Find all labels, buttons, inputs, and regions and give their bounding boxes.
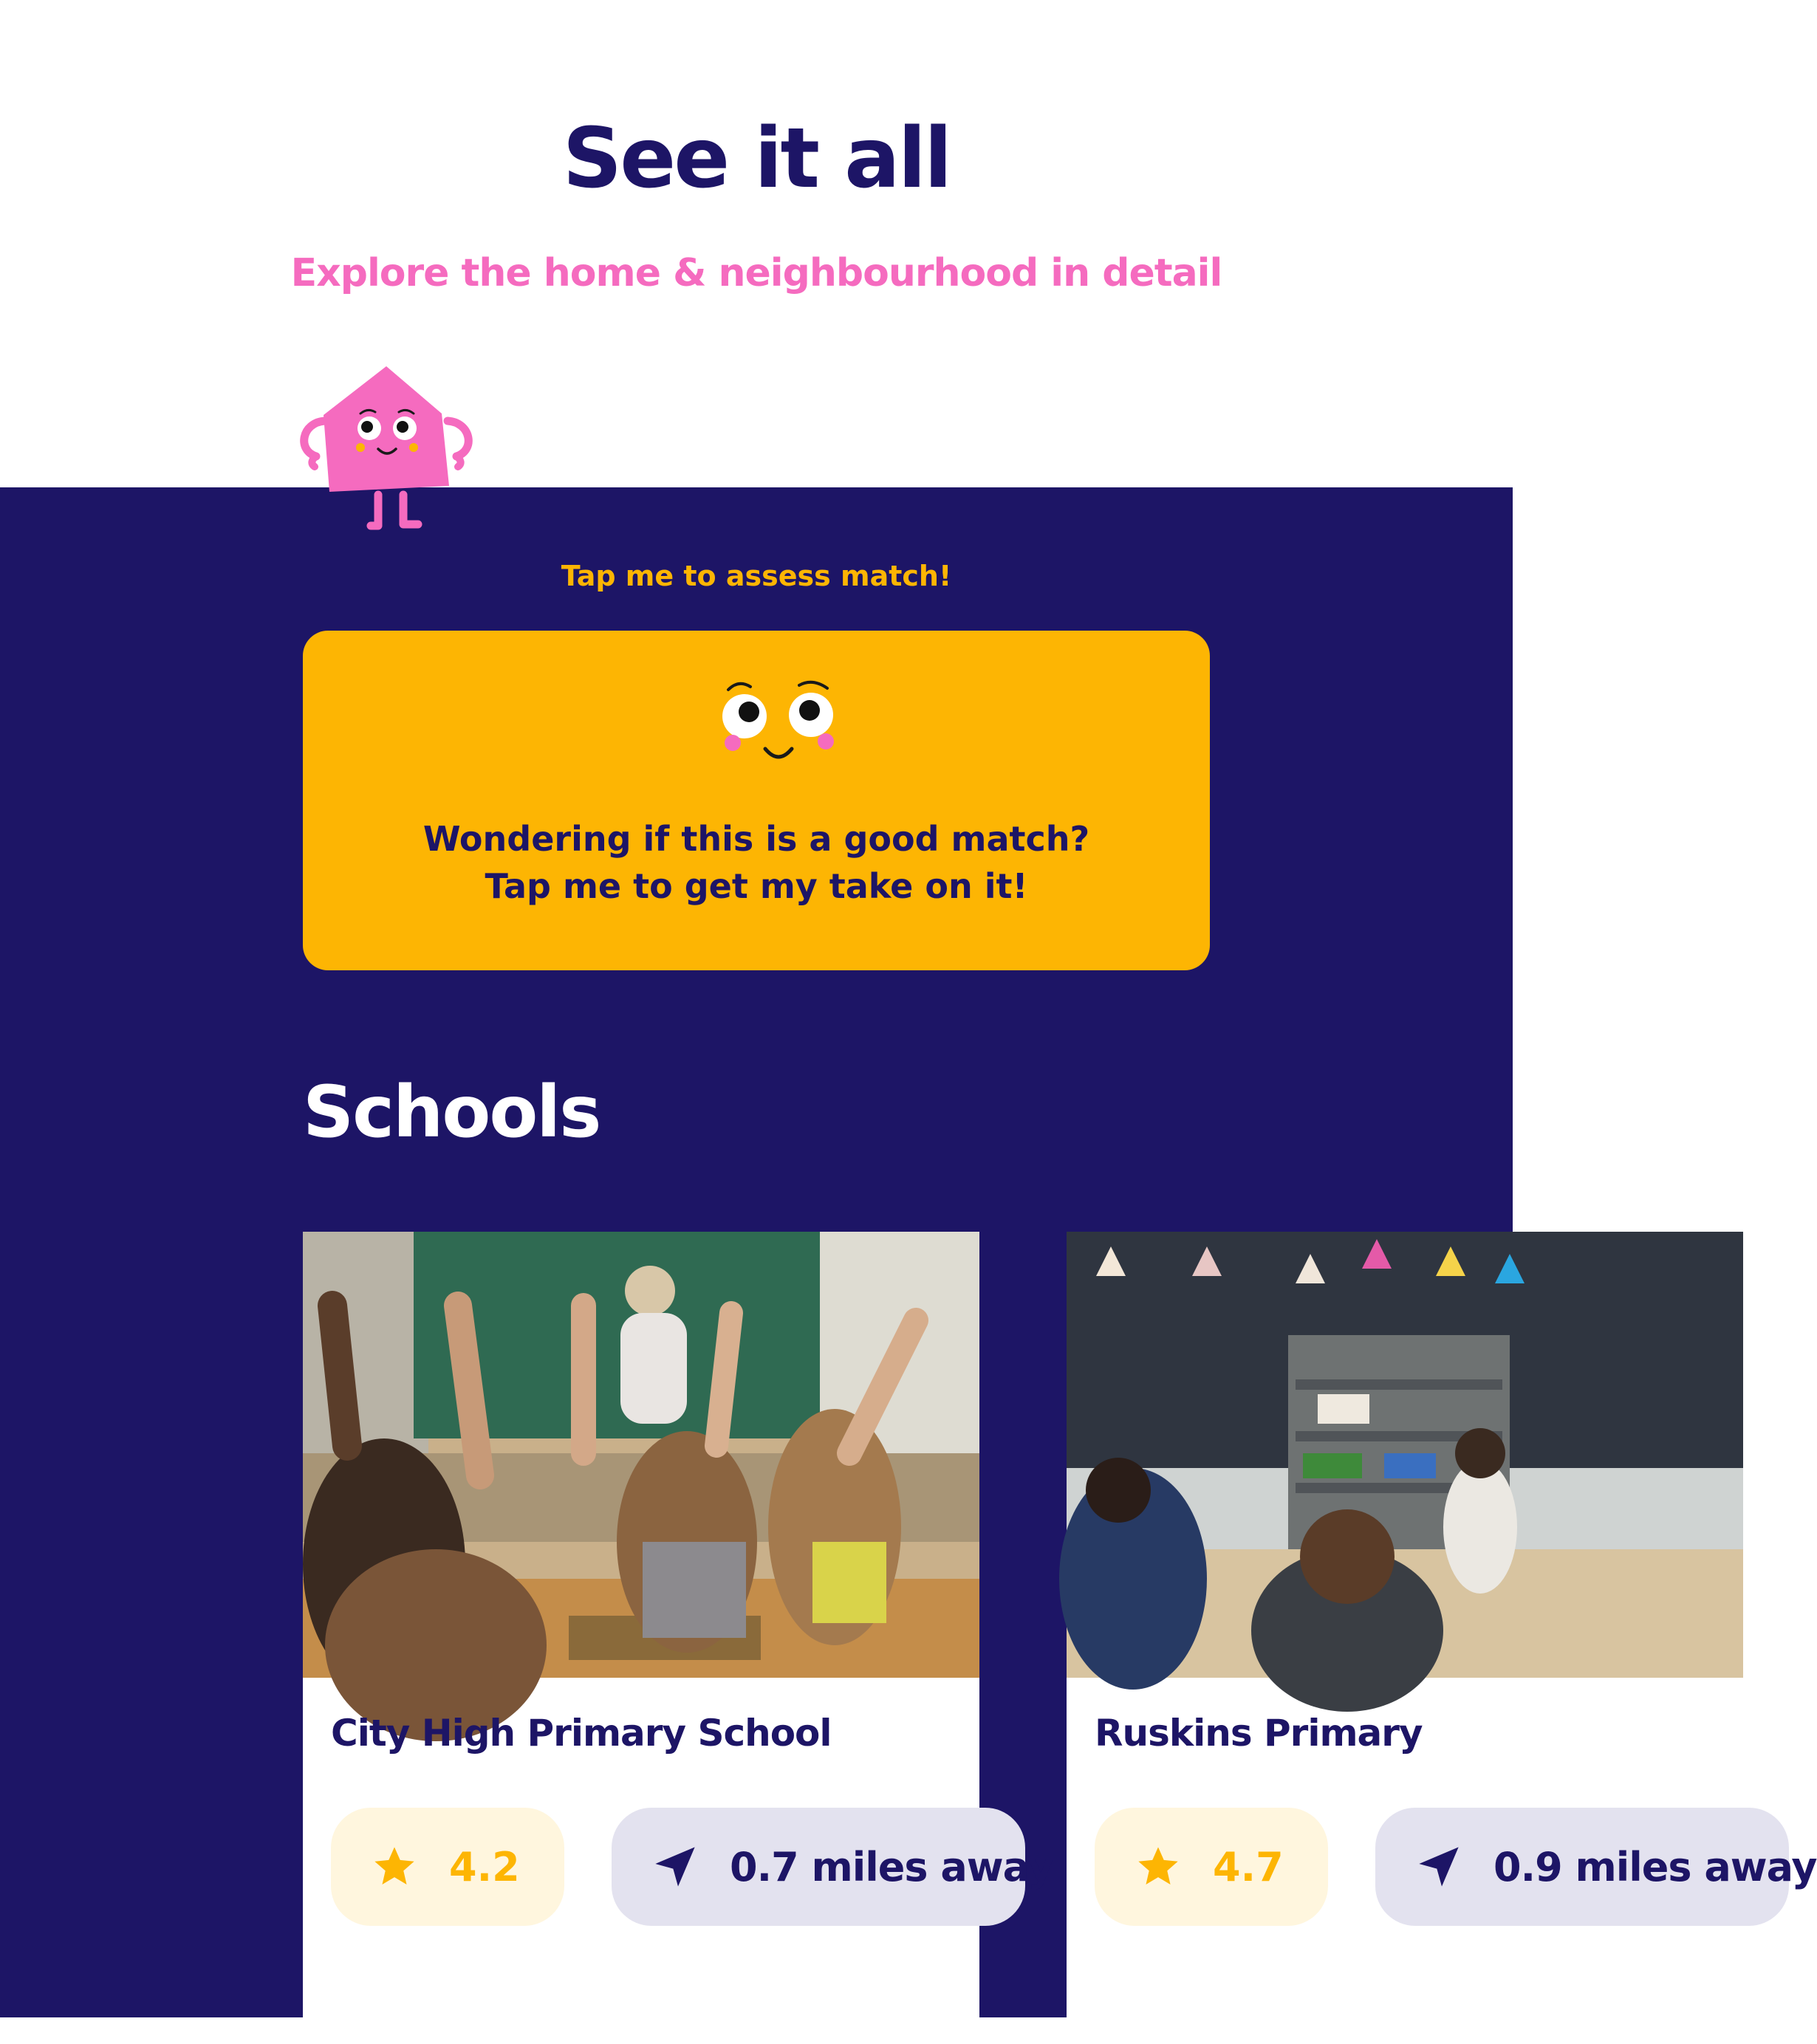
match-message-line-2: Tap me to get my take on it! (485, 866, 1028, 906)
navigation-arrow-icon (1415, 1843, 1462, 1890)
house-mascot-icon[interactable] (295, 362, 480, 539)
smiling-face-icon (716, 675, 842, 771)
distance-value: 0.7 miles away (730, 1843, 1053, 1890)
school-name: City High Primary School (331, 1712, 832, 1755)
match-hint: Tap me to assess match! (561, 560, 952, 592)
school-name: Ruskins Primary (1095, 1712, 1423, 1755)
navigation-arrow-icon (651, 1843, 699, 1890)
match-message-line-1: Wondering if this is a good match? (422, 819, 1090, 859)
page-title: See it all (562, 111, 951, 207)
school-photo (303, 1232, 979, 1678)
distance-badge (1375, 1808, 1817, 1926)
rating-badge (331, 1808, 564, 1926)
page-subtitle: Explore the home & neighbourhood in detail (290, 251, 1222, 295)
match-assessment-card[interactable] (303, 631, 1210, 970)
school-photo (1067, 1232, 1743, 1678)
star-icon (371, 1843, 418, 1890)
rating-badge (1095, 1808, 1328, 1926)
distance-badge (612, 1808, 1053, 1926)
star-icon (1135, 1843, 1182, 1890)
distance-value: 0.9 miles away (1493, 1843, 1817, 1890)
rating-value: 4.7 (1213, 1843, 1284, 1890)
school-card[interactable] (303, 1232, 1053, 2044)
schools-heading: Schools (303, 1071, 600, 1153)
school-card[interactable] (1067, 1232, 1817, 2044)
rating-value: 4.2 (449, 1843, 520, 1890)
header-section (0, 0, 1513, 487)
match-message (303, 815, 1210, 910)
